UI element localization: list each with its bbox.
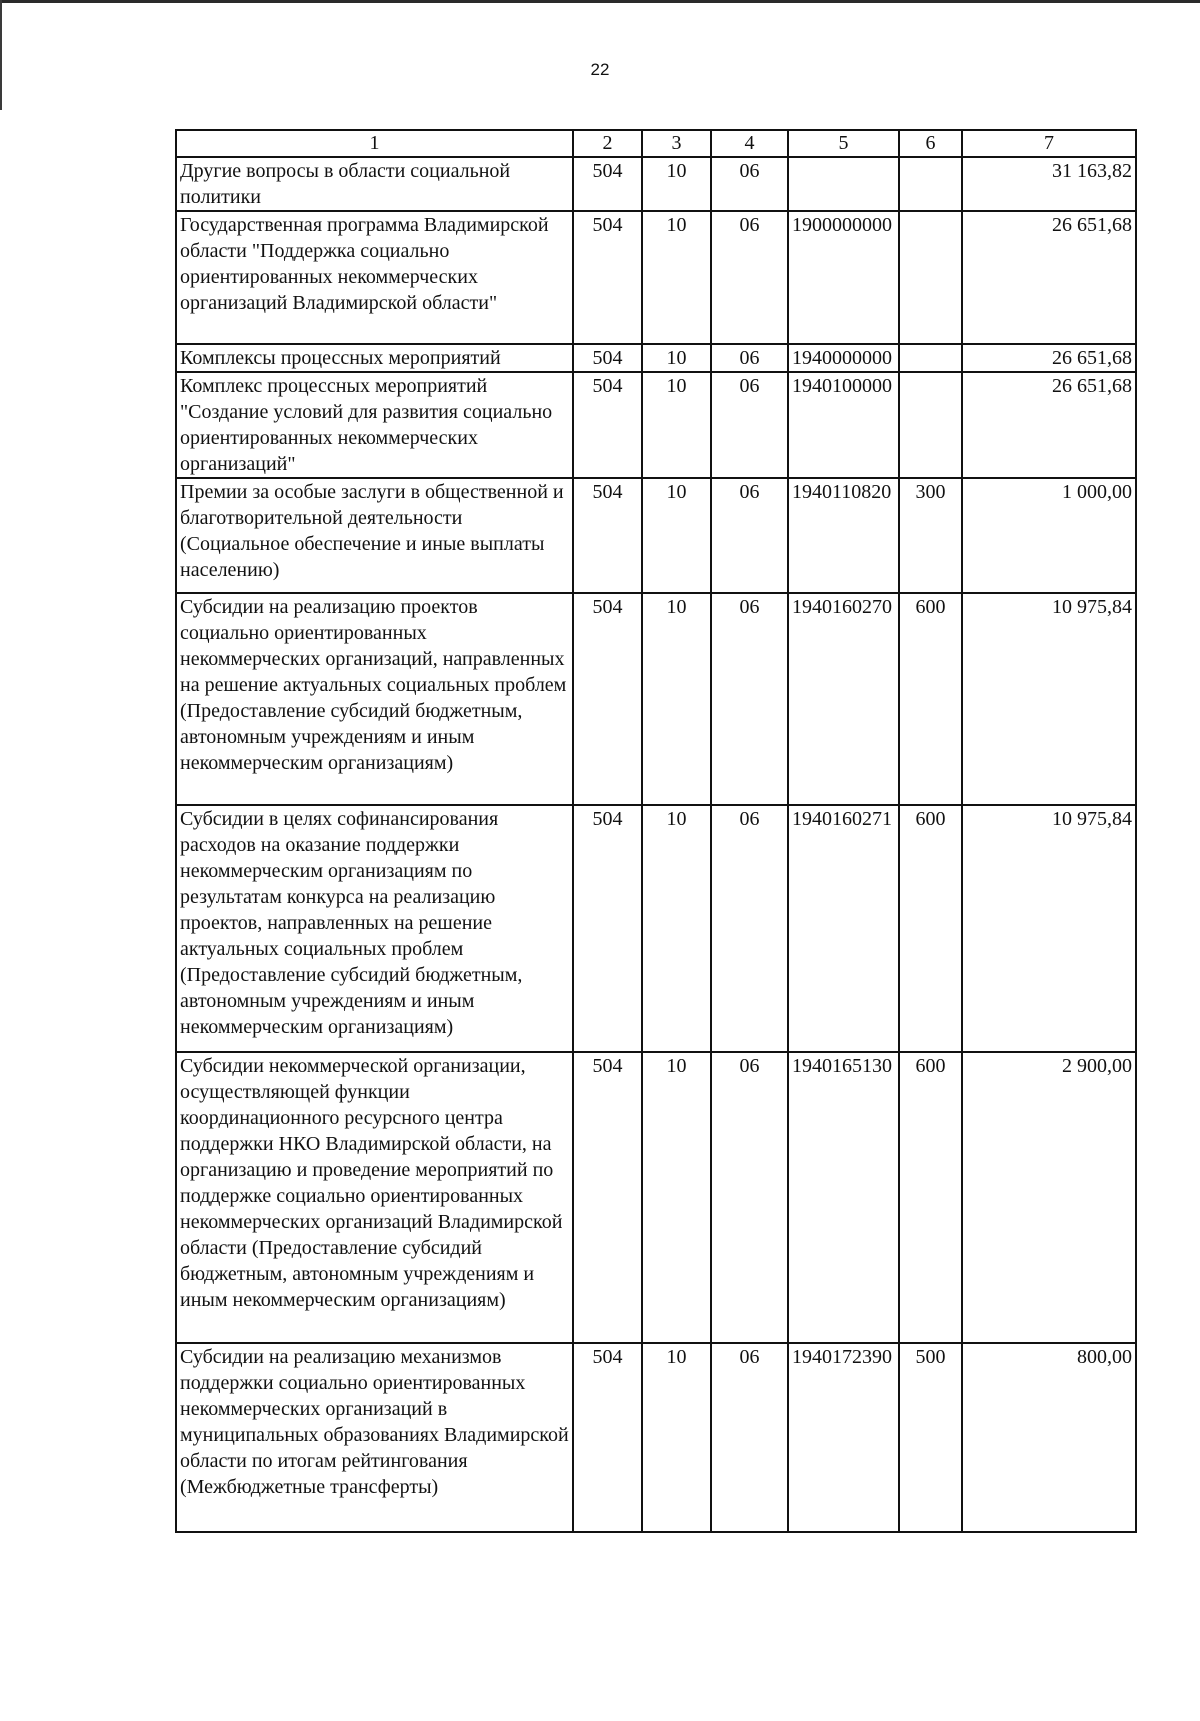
cell-expense-type: 300 (899, 478, 962, 593)
table-row (176, 211, 1136, 344)
cell-target-code: 1940165130 (788, 1052, 899, 1343)
cell-chapter: 10 (642, 344, 711, 372)
cell-chapter: 10 (642, 805, 711, 1052)
row-name: Субсидии на реализацию проектов социально ориентированных некоммерческих организаций, направленных на решение актуальных социальных проблем (Предоставление субсидий бюджетным, автономным учреждениям и иным некоммерческим организациям) (176, 593, 573, 805)
cell-amount: 2 900,00 (962, 1052, 1136, 1343)
row-name: Комплекс процессных мероприятий "Создание условий для развития социально ориентированных некоммерческих организаций" (176, 372, 573, 478)
cell-subchapter: 06 (711, 805, 788, 1052)
cell-section: 504 (573, 1052, 642, 1343)
cell-section: 504 (573, 211, 642, 344)
page-number: 22 (590, 60, 610, 79)
scan-edge-left (0, 0, 2, 110)
cell-amount: 800,00 (962, 1343, 1136, 1532)
cell-expense-type: 500 (899, 1343, 962, 1532)
cell-section: 504 (573, 478, 642, 593)
cell-target-code: 1940160270 (788, 593, 899, 805)
cell-subchapter: 06 (711, 372, 788, 478)
row-name: Другие вопросы в области социальной политики (176, 157, 573, 211)
cell-section: 504 (573, 593, 642, 805)
cell-subchapter: 06 (711, 157, 788, 211)
cell-section: 504 (573, 157, 642, 211)
cell-target-code: 1940172390 (788, 1343, 899, 1532)
row-name: Государственная программа Владимирской области "Поддержка социально ориентированных некоммерческих организаций Владимирской области" (176, 211, 573, 344)
column-header: 5 (788, 130, 899, 157)
column-header: 7 (962, 130, 1136, 157)
cell-amount: 10 975,84 (962, 805, 1136, 1052)
cell-subchapter: 06 (711, 344, 788, 372)
cell-amount: 26 651,68 (962, 344, 1136, 372)
cell-subchapter: 06 (711, 1052, 788, 1343)
cell-chapter: 10 (642, 593, 711, 805)
cell-expense-type (899, 211, 962, 344)
column-header: 4 (711, 130, 788, 157)
column-header: 3 (642, 130, 711, 157)
cell-amount: 1 000,00 (962, 478, 1136, 593)
table-header-row (176, 130, 1136, 157)
cell-section: 504 (573, 372, 642, 478)
table-row (176, 1343, 1136, 1532)
cell-expense-type (899, 157, 962, 211)
cell-chapter: 10 (642, 478, 711, 593)
table-row (176, 157, 1136, 211)
cell-subchapter: 06 (711, 593, 788, 805)
table-row (176, 372, 1136, 478)
cell-target-code: 1940100000 (788, 372, 899, 478)
cell-target-code: 1940110820 (788, 478, 899, 593)
table-row (176, 805, 1136, 1052)
row-name: Субсидии в целях софинансирования расходов на оказание поддержки некоммерческим организациям по результатам конкурса на реализацию проектов, направленных на решение актуальных социальных проблем (Предоставление субсидий бюджетным, автономным учреждениям и иным некоммерческим организациям) (176, 805, 573, 1052)
cell-target-code (788, 157, 899, 211)
scan-edge-top (0, 0, 1200, 3)
cell-chapter: 10 (642, 1052, 711, 1343)
row-name: Премии за особые заслуги в общественной и благотворительной деятельности (Социальное обеспечение и иные выплаты населению) (176, 478, 573, 593)
cell-expense-type: 600 (899, 593, 962, 805)
cell-amount: 26 651,68 (962, 211, 1136, 344)
cell-chapter: 10 (642, 211, 711, 344)
cell-subchapter: 06 (711, 478, 788, 593)
cell-chapter: 10 (642, 372, 711, 478)
cell-subchapter: 06 (711, 1343, 788, 1532)
table-row (176, 593, 1136, 805)
row-name: Субсидии некоммерческой организации, осуществляющей функции координационного ресурсного центра поддержки НКО Владимирской области, на организацию и проведение мероприятий по поддержке социально ориентированных некоммерческих организаций Владимирской области (Предоставление субсидий бюджетным, автономным учреждениям и иным некоммерческим организациям) (176, 1052, 573, 1343)
cell-chapter: 10 (642, 1343, 711, 1532)
cell-chapter: 10 (642, 157, 711, 211)
column-header: 2 (573, 130, 642, 157)
cell-section: 504 (573, 344, 642, 372)
cell-expense-type (899, 372, 962, 478)
cell-amount: 10 975,84 (962, 593, 1136, 805)
budget-table (175, 129, 1137, 1533)
cell-target-code: 1940000000 (788, 344, 899, 372)
cell-target-code: 1900000000 (788, 211, 899, 344)
column-header: 6 (899, 130, 962, 157)
table-row (176, 1052, 1136, 1343)
cell-expense-type (899, 344, 962, 372)
table-row (176, 344, 1136, 372)
cell-expense-type: 600 (899, 1052, 962, 1343)
cell-target-code: 1940160271 (788, 805, 899, 1052)
row-name: Комплексы процессных мероприятий (176, 344, 573, 372)
row-name: Субсидии на реализацию механизмов поддержки социально ориентированных некоммерческих организаций в муниципальных образованиях Владимирской области по итогам рейтингования (Межбюджетные трансферты) (176, 1343, 573, 1532)
column-header: 1 (176, 130, 573, 157)
cell-subchapter: 06 (711, 211, 788, 344)
cell-expense-type: 600 (899, 805, 962, 1052)
cell-amount: 26 651,68 (962, 372, 1136, 478)
cell-amount: 31 163,82 (962, 157, 1136, 211)
table-row (176, 478, 1136, 593)
cell-section: 504 (573, 1343, 642, 1532)
cell-section: 504 (573, 805, 642, 1052)
